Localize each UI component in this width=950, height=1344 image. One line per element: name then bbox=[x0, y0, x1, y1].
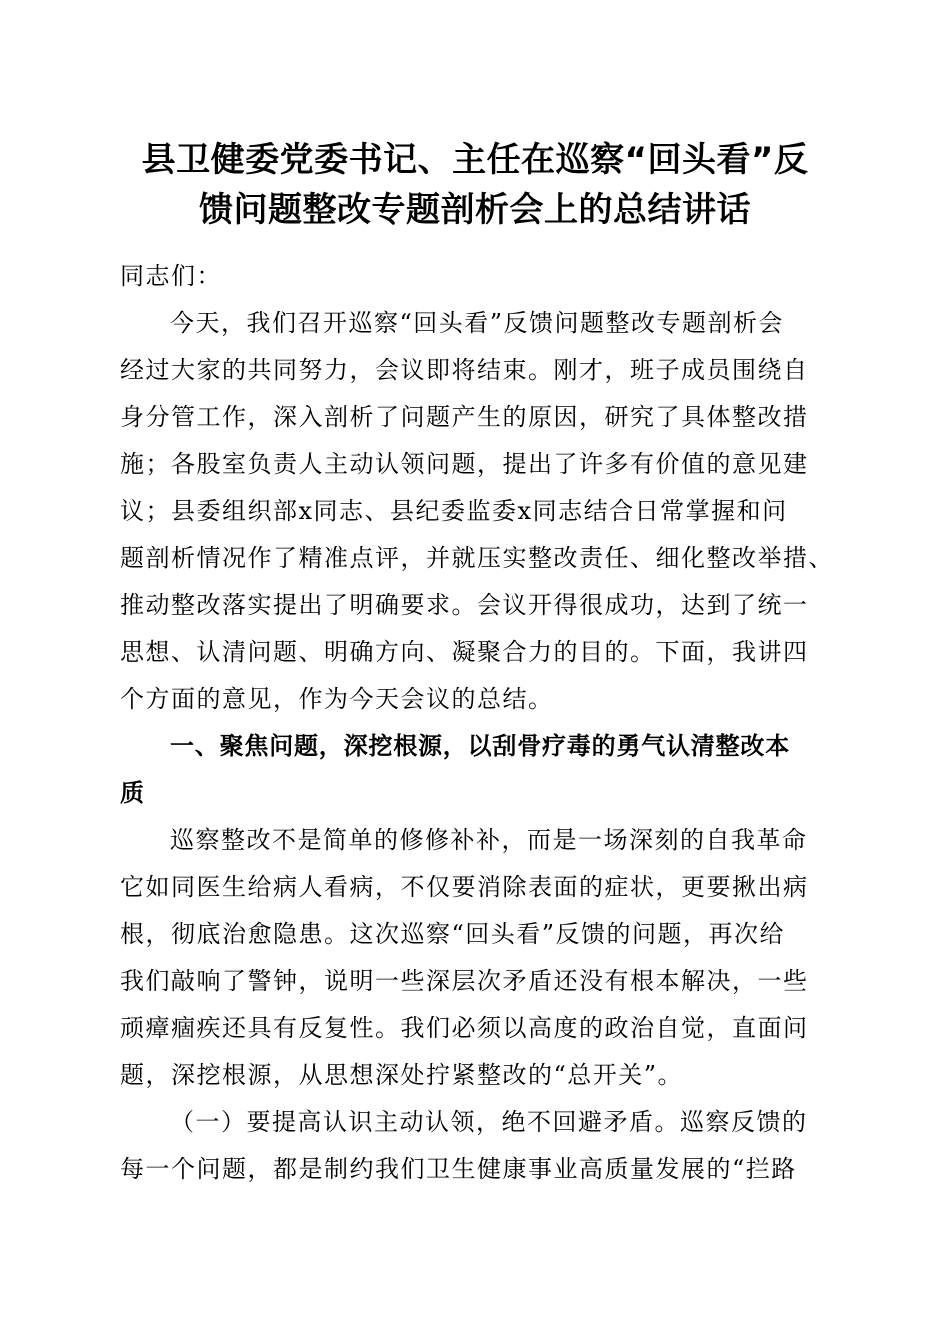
paragraph-line: 巡察整改不是简单的修修补补，而是一场深刻的自我革命 bbox=[170, 826, 808, 854]
paragraph-line: 题，深挖根源，从思想深处拧紧整改的“总开关”。 bbox=[120, 1061, 684, 1089]
heading-line: 一、聚焦问题，深挖根源，以刮骨疗毒的勇气认清整改本 bbox=[170, 732, 790, 760]
paragraph-line: 施；各股室负责人主动认领问题，提出了许多有价值的意见建 bbox=[120, 450, 809, 478]
paragraph-line: 今天，我们召开巡察“回头看”反馈问题整改专题剖析会 bbox=[170, 309, 785, 337]
document-body bbox=[120, 253, 840, 1193]
paragraph-line: 推动整改落实提出了明确要求。会议开得很成功，达到了统一 bbox=[120, 591, 809, 619]
paragraph-3 bbox=[120, 1099, 840, 1193]
paragraph-line: 个方面的意见，作为今天会议的总结。 bbox=[120, 685, 554, 713]
paragraph-line: 每一个问题，都是制约我们卫生健康事业高质量发展的“拦路 bbox=[120, 1155, 797, 1183]
paragraph-line: 顽瘴痼疾还具有反复性。我们必须以高度的政治自觉，直面问 bbox=[120, 1014, 809, 1042]
paragraph-1 bbox=[120, 300, 840, 723]
paragraph-line: 经过大家的共同努力，会议即将结束。刚才，班子成员围绕自 bbox=[120, 356, 809, 384]
title-line: 馈问题整改专题剖析会上的总结讲话 bbox=[199, 190, 751, 230]
paragraph-line: 思想、认清问题、明确方向、凝聚合力的目的。下面，我讲四 bbox=[120, 638, 809, 666]
paragraph-line: 我们敲响了警钟，说明一些深层次矛盾还没有根本解决，一些 bbox=[120, 967, 809, 995]
document-title bbox=[110, 135, 840, 235]
title-line: 县卫健委党委书记、主任在巡察“回头看”反 bbox=[141, 140, 809, 180]
paragraph-2 bbox=[120, 817, 840, 1099]
paragraph-line: 议；县委组织部x同志、县纪委监委x同志结合日常掌握和问 bbox=[120, 497, 788, 525]
paragraph-line: 身分管工作，深入剖析了问题产生的原因，研究了具体整改措 bbox=[120, 403, 809, 431]
heading-line: 质 bbox=[120, 779, 145, 807]
section-heading-1 bbox=[120, 723, 840, 817]
paragraph-line: 根，彻底治愈隐患。这次巡察“回头看”反馈的问题，再次给 bbox=[120, 920, 786, 948]
paragraph-line: 题剖析情况作了精准点评，并就压实整改责任、细化整改举措、 bbox=[120, 544, 834, 572]
greeting: 同志们： bbox=[120, 262, 222, 290]
paragraph-line: 它如同医生给病人看病，不仅要消除表面的症状，更要揪出病 bbox=[120, 873, 809, 901]
paragraph-line: （一）要提高认识主动认领，绝不回避矛盾。巡察反馈的 bbox=[170, 1108, 808, 1136]
